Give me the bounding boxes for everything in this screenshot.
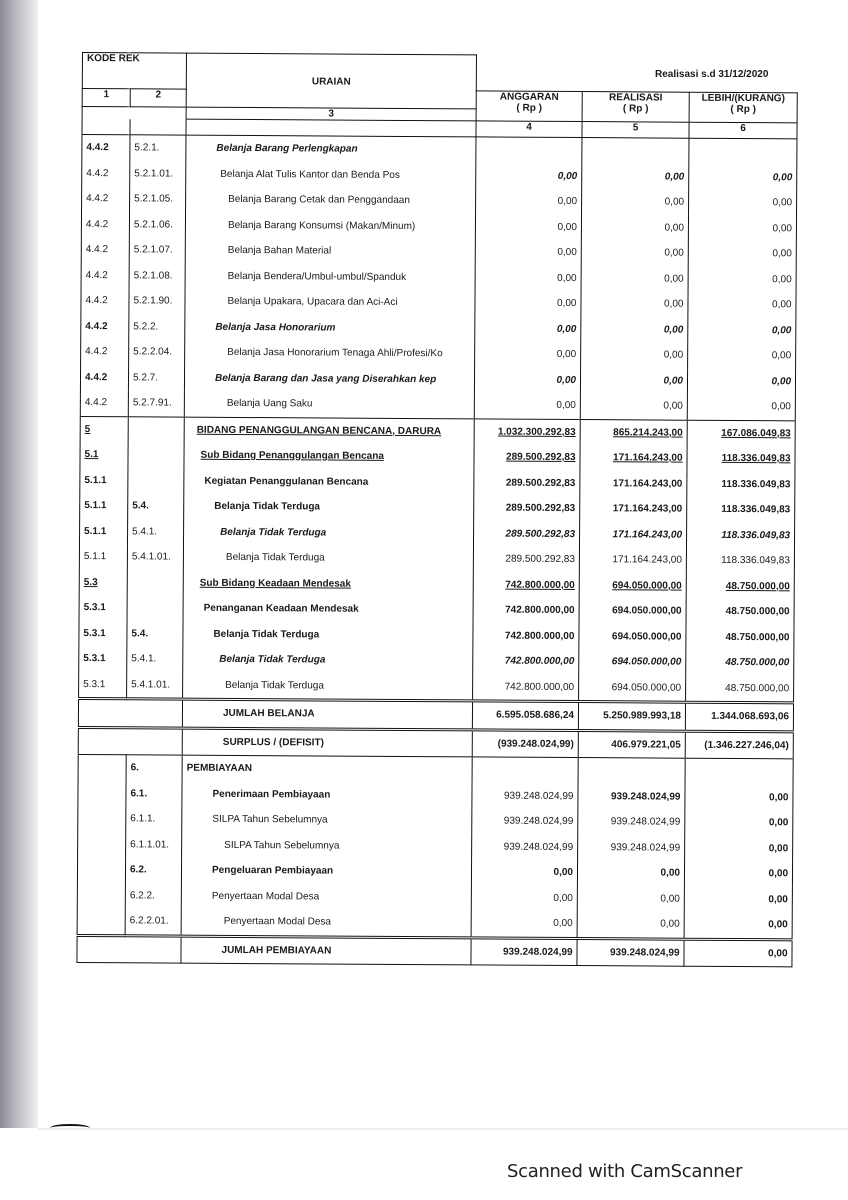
realisasi: 0,00 (581, 240, 688, 266)
selisih: 48.750.000,00 (686, 599, 794, 625)
kode-2: 5.4. (127, 621, 183, 647)
realisasi: 0,00 (581, 291, 688, 317)
uraian: Sub Bidang Keadaan Mendesak (183, 570, 473, 597)
jumlah-pembiayaan-kode (77, 935, 181, 963)
camscanner-watermark: Scanned with CamScanner (507, 1161, 743, 1182)
realisasi: 0,00 (582, 164, 689, 190)
selisih: 0,00 (684, 861, 792, 887)
anggaran: 939.248.024,99 (472, 834, 578, 860)
kode-2: 6.1.1. (126, 806, 182, 832)
realisasi: 0,00 (577, 860, 684, 886)
kode-2: 5.4.1. (127, 519, 183, 545)
anggaran: 939.248.024,99 (472, 783, 578, 809)
kode-2: 5.2.1. (130, 135, 186, 161)
kode-1: 4.4.2 (82, 161, 130, 187)
selisih: 118.336.049,83 (686, 522, 794, 548)
anggaran: 742.800.000,00 (473, 674, 579, 702)
realisasi: 694.050.000,00 (579, 624, 686, 650)
anggaran: 742.800.000,00 (473, 623, 579, 649)
jumlah-belanja-selisih: 1.344.068.693,06 (685, 702, 793, 731)
kode-2: 6.1. (126, 781, 182, 807)
header-uraian (186, 53, 476, 109)
header-lebih-kurang (689, 92, 797, 123)
kode-2: 5.2.1.06. (129, 212, 185, 238)
kode-1 (77, 908, 125, 935)
selisih: 118.336.049,83 (687, 497, 795, 523)
kode-2: 6.2. (125, 857, 181, 883)
kode-2: 5.2.7. (128, 365, 184, 391)
uraian: Belanja Bendera/Umbul-umbul/Spanduk (185, 263, 475, 290)
header-realisasi-label: REALISASI (609, 92, 663, 104)
surplus-label: SURPLUS / (DEFISIT) (182, 728, 472, 757)
kode-1: 4.4.2 (82, 186, 130, 212)
uraian: Sub Bidang Penanggulangan Bencana (184, 443, 474, 470)
realisasi: 0,00 (577, 911, 684, 939)
header-blank (476, 55, 797, 93)
selisih: 118.336.049,83 (686, 548, 794, 574)
realisasi: 171.164.243,00 (580, 471, 687, 497)
realisasi: 171.164.243,00 (580, 496, 687, 522)
header-lebih-kurang-label: LEBIH/(KURANG) (701, 92, 785, 105)
kode-2: 5.4.1. (127, 646, 183, 672)
budget-realization-table-wrap (76, 52, 797, 967)
kode-1 (78, 806, 126, 832)
jumlah-pembiayaan-selisih: 0,00 (684, 939, 792, 967)
header-realisasi-unit: ( Rp ) (622, 103, 649, 115)
anggaran: 0,00 (471, 859, 577, 885)
surplus-row (78, 727, 793, 759)
surplus-selisih: (1.346.227.246,04) (685, 731, 793, 759)
selisih: 0,00 (688, 343, 796, 369)
anggaran: 0,00 (475, 290, 581, 316)
kode-1: 5 (80, 416, 128, 442)
anggaran: 0,00 (475, 341, 581, 367)
uraian: SILPA Tahun Sebelumnya (182, 832, 472, 859)
uraian: Belanja Alat Tulis Kantor dan Benda Pos (186, 161, 476, 188)
header-col-6: 6 (689, 122, 797, 139)
realisasi: 865.214.243,00 (580, 419, 687, 446)
header-spacer-2 (130, 119, 186, 135)
selisih: 0,00 (689, 190, 797, 216)
kode-1 (77, 882, 125, 908)
jumlah-belanja-anggaran: 6.595.058.686,24 (472, 701, 578, 730)
uraian: Belanja Tidak Terduga (184, 519, 474, 546)
uraian: Kegiatan Penanggulanan Bencana (184, 468, 474, 495)
kode-1: 5.3 (79, 569, 127, 595)
uraian: Penyertaan Modal Desa (181, 909, 471, 938)
selisih: 48.750.000,00 (686, 573, 794, 599)
anggaran: 289.500.292,83 (474, 470, 580, 496)
realisasi-period-label: Realisasi s.d 31/12/2020 (655, 69, 769, 80)
anggaran: 289.500.292,83 (474, 444, 580, 470)
anggaran: 0,00 (471, 885, 577, 911)
anggaran (476, 137, 582, 164)
header-col-1: 1 (82, 89, 130, 107)
realisasi: 0,00 (581, 342, 688, 368)
selisih: 48.750.000,00 (686, 624, 794, 650)
uraian: SILPA Tahun Sebelumnya (182, 807, 472, 834)
realisasi: 694.050.000,00 (579, 649, 686, 675)
anggaran: 742.800.000,00 (473, 597, 579, 623)
jumlah-belanja-row (78, 698, 793, 731)
uraian: Belanja Jasa Honorarium (185, 314, 475, 341)
kode-2: 5.4.1.01. (127, 544, 183, 570)
realisasi (578, 758, 685, 785)
kode-2: 5.2.2. (129, 314, 185, 340)
table-row (77, 908, 792, 939)
kode-1: 4.4.2 (82, 135, 130, 161)
uraian: Belanja Bahan Material (185, 238, 475, 265)
uraian: Belanja Barang Konsumsi (Makan/Minum) (185, 212, 475, 239)
selisih: 0,00 (684, 886, 792, 912)
selisih: 0,00 (688, 241, 796, 267)
kode-1: 4.4.2 (80, 390, 128, 416)
selisih: 118.336.049,83 (687, 471, 795, 497)
anggaran: 0,00 (475, 239, 581, 265)
selisih: 48.750.000,00 (686, 675, 794, 703)
jumlah-pembiayaan-anggaran: 939.248.024,99 (471, 937, 577, 965)
kode-1 (77, 857, 125, 883)
selisih: 0,00 (688, 215, 796, 241)
header-col-3: 3 (186, 107, 476, 121)
anggaran: 0,00 (474, 392, 580, 419)
uraian: Pengeluaran Pembiayaan (181, 858, 471, 885)
anggaran: 289.500.292,83 (474, 521, 580, 547)
jumlah-pembiayaan-label: JUMLAH PEMBIAYAAN (181, 936, 471, 965)
kode-1: 4.4.2 (81, 288, 129, 314)
realisasi: 939.248.024,99 (578, 835, 685, 861)
realisasi: 939.248.024,99 (578, 809, 685, 835)
anggaran: 0,00 (475, 316, 581, 342)
kode-1: 4.4.2 (81, 313, 129, 339)
scan-page-edge (0, 0, 38, 1128)
uraian: Penerimaan Pembiayaan (182, 781, 472, 808)
jumlah-pembiayaan-realisasi: 939.248.024,99 (577, 938, 684, 966)
kode-2: 5.2.7.91. (128, 390, 184, 416)
header-kode-rek: KODE REK (82, 53, 186, 90)
uraian: Belanja Jasa Honorarium Tenaga Ahli/Profesi/Ko (185, 340, 475, 367)
kode-2: 5.4.1.01. (127, 672, 183, 699)
kode-2: 6.1.1.01. (126, 832, 182, 858)
anggaran: 742.800.000,00 (473, 572, 579, 598)
header-lebih-kurang-unit: ( Rp ) (730, 103, 756, 116)
anggaran: 1.032.300.292,83 (474, 418, 580, 445)
header-anggaran (476, 91, 582, 122)
realisasi: 694.050.000,00 (579, 598, 686, 624)
uraian: Belanja Tidak Terduga (183, 621, 473, 648)
realisasi: 0,00 (580, 368, 687, 394)
realisasi: 171.164.243,00 (579, 547, 686, 573)
kode-2 (127, 595, 183, 621)
selisih: 0,00 (684, 912, 792, 940)
header-spacer (82, 107, 186, 120)
kode-2: 6.2.2.01. (125, 908, 181, 935)
realisasi: 0,00 (580, 393, 687, 420)
kode-2 (127, 570, 183, 596)
kode-1: 5.1 (80, 442, 128, 468)
header-col-4: 4 (476, 121, 582, 138)
selisih: 0,00 (688, 266, 796, 292)
realisasi: 0,00 (582, 189, 689, 215)
uraian: Belanja Tidak Terduga (183, 647, 473, 674)
kode-2 (128, 416, 184, 442)
realisasi: 171.164.243,00 (580, 445, 687, 471)
selisih: 0,00 (685, 784, 793, 810)
uraian: Belanja Barang Perlengkapan (186, 135, 476, 163)
kode-2: 5.2.1.05. (130, 186, 186, 212)
anggaran: 0,00 (475, 214, 581, 240)
anggaran: 742.800.000,00 (473, 648, 579, 674)
surplus-realisasi: 406.979.221,05 (578, 730, 685, 758)
header-uraian-label: URAIAN (311, 76, 351, 88)
kode-1: 5.3.1 (79, 671, 127, 698)
jumlah-belanja-realisasi: 5.250.989.993,18 (578, 702, 685, 731)
selisih: 0,00 (689, 164, 797, 190)
selisih: 167.086.049,83 (687, 420, 795, 447)
selisih: 0,00 (685, 810, 793, 836)
selisih: 0,00 (685, 835, 793, 861)
uraian: Belanja Uang Saku (184, 391, 474, 419)
realisasi: 939.248.024,99 (578, 784, 685, 810)
kode-2: 6.2.2. (125, 883, 181, 909)
table-row (79, 671, 794, 702)
kode-1 (78, 780, 126, 806)
realisasi: 0,00 (581, 215, 688, 241)
selisih: 0,00 (688, 292, 796, 318)
realisasi: 0,00 (577, 886, 684, 912)
kode-1: 4.4.2 (81, 339, 129, 365)
anggaran: 0,00 (475, 265, 581, 291)
kode-1 (78, 754, 126, 780)
anggaran: 0,00 (474, 367, 580, 393)
kode-1: 5.1.1 (80, 467, 128, 493)
kode-2: 5.4. (128, 493, 184, 519)
header-col-5: 5 (582, 122, 689, 139)
selisih (689, 138, 797, 165)
selisih: 0,00 (687, 394, 795, 421)
uraian: Belanja Barang dan Jasa yang Diserahkan kep (184, 365, 474, 392)
uraian: Penanganan Keadaan Mendesak (183, 596, 473, 623)
anggaran: 289.500.292,83 (473, 546, 579, 572)
anggaran: 0,00 (476, 163, 582, 189)
header-col-2: 2 (130, 89, 186, 107)
realisasi: 0,00 (581, 317, 688, 343)
kode-1: 5.1.1 (79, 518, 127, 544)
realisasi: 694.050.000,00 (579, 675, 686, 703)
surplus-kode (78, 727, 182, 755)
kode-1: 5.1.1 (79, 544, 127, 570)
selisih (685, 758, 793, 785)
kode-1: 5.3.1 (79, 595, 127, 621)
kode-1: 5.3.1 (79, 620, 127, 646)
kode-2: 5.2.1.07. (129, 237, 185, 263)
jumlah-belanja-label: JUMLAH BELANJA (182, 699, 472, 729)
uraian: Belanja Barang Cetak dan Penggandaan (186, 187, 476, 214)
budget-realization-table (76, 52, 798, 967)
uraian: Penyertaan Modal Desa (181, 883, 471, 910)
kode-2 (128, 442, 184, 468)
kode-1: 4.4.2 (80, 364, 128, 390)
selisih: 0,00 (687, 368, 795, 394)
jumlah-pembiayaan-row (77, 935, 792, 967)
selisih: 0,00 (688, 317, 796, 343)
anggaran: 0,00 (471, 910, 577, 938)
surplus-anggaran: (939.248.024,99) (472, 729, 578, 757)
header-anggaran-unit: ( Rp ) (516, 102, 542, 114)
kode-2: 5.2.1.90. (129, 288, 185, 314)
kode-2: 5.2.2.04. (129, 339, 185, 365)
uraian: Belanja Tidak Terduga (183, 545, 473, 572)
uraian: PEMBIAYAAN (182, 755, 472, 783)
header-spacer-1 (82, 119, 130, 135)
anggaran: 289.500.292,83 (474, 495, 580, 521)
realisasi: 171.164.243,00 (580, 522, 687, 548)
uraian: BIDANG PENANGGULANGAN BENCANA, DARURA (184, 417, 474, 445)
page-curl (50, 1124, 90, 1132)
realisasi: 694.050.000,00 (579, 573, 686, 599)
kode-1 (78, 831, 126, 857)
jumlah-belanja-kode (78, 698, 182, 727)
header-spacer-3 (186, 119, 476, 137)
uraian: Belanja Tidak Terduga (184, 494, 474, 521)
selisih: 118.336.049,83 (687, 446, 795, 472)
kode-2: 5.2.1.01. (130, 161, 186, 187)
kode-1: 4.4.2 (81, 237, 129, 263)
realisasi: 0,00 (581, 266, 688, 292)
page-bottom-edge (38, 1128, 848, 1130)
kode-1: 4.4.2 (81, 212, 129, 238)
kode-1: 4.4.2 (81, 262, 129, 288)
anggaran: 939.248.024,99 (472, 808, 578, 834)
kode-2 (128, 468, 184, 494)
uraian: Belanja Tidak Terduga (183, 672, 473, 701)
header-realisasi (582, 92, 689, 123)
kode-1: 5.1.1 (80, 493, 128, 519)
uraian: Belanja Upakara, Upacara dan Aci-Aci (185, 289, 475, 316)
kode-1: 5.3.1 (79, 646, 127, 672)
kode-2: 5.2.1.08. (129, 263, 185, 289)
kode-2: 6. (126, 755, 182, 781)
selisih: 48.750.000,00 (686, 650, 794, 676)
anggaran: 0,00 (476, 188, 582, 214)
anggaran (472, 757, 578, 784)
header-anggaran-label: ANGGARAN (499, 91, 559, 103)
realisasi (582, 138, 689, 165)
